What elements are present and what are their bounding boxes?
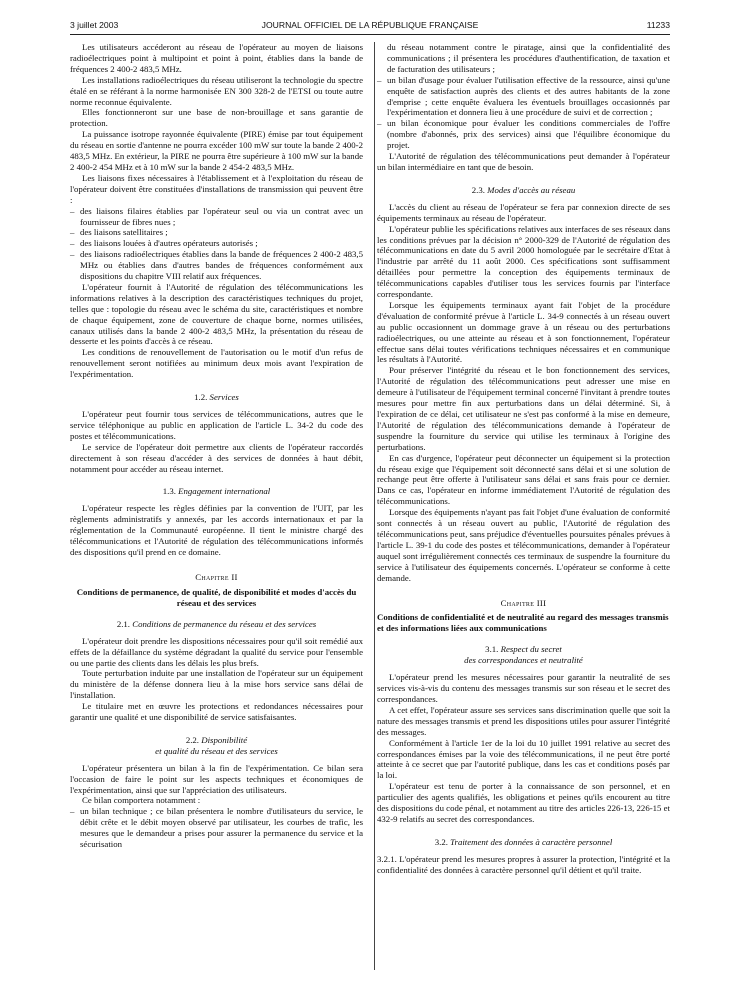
paragraph: 3.2.1. L'opérateur prend les mesures propres à assurer la protection, l'intégrité et la confidentialité des données à caractère personnel qu'il détient et qu'il traite. <box>377 853 670 875</box>
left-column <box>70 42 363 850</box>
header-journal-title: JOURNAL OFFICIEL DE LA RÉPUBLIQUE FRANÇAISE <box>261 20 479 30</box>
section-heading-2-1 <box>70 619 363 630</box>
header-page-number: 11233 <box>646 20 670 30</box>
list-item: – des liaisons filaires établies par l'opérateur seul ou via un contrat avec un fournisseur de fibres nues ; <box>70 206 363 228</box>
chapter-title: Conditions de confidentialité et de neutralité au regard des messages transmis et des informations liées aux communications <box>377 612 669 634</box>
section-heading-2-2 <box>70 735 363 757</box>
section-heading-3-2 <box>377 837 670 848</box>
paragraph: Les conditions de renouvellement de l'autorisation ou le motif d'un refus de renouvellement seront notifiées au minimum deux mois avant l'expiration de l'expérimentation. <box>70 347 363 380</box>
paragraph: Lorsque les équipements terminaux ayant fait l'objet de la procédure d'évaluation de conformité prévue à l'article L. 34-9 connectés à un réseau ouvert au public occasionnent un dommage grave à un réseau ou des perturbations radioélectriques, ou une atteinte au réseau et à son fonctionnement, l'opérateur effectue sans délai toutes vérifications techniques nécessaires et en communique les résultats à l'Autorité. <box>377 299 670 365</box>
header-rule <box>70 34 670 35</box>
list-item-continuation: du réseau notamment contre le piratage, ainsi que la confidentialité des communications ; il présentera les procédures d'authentification, de taxation et de facturation des utilisateurs ; <box>387 42 670 74</box>
paragraph: L'opérateur prend les mesures nécessaires pour garantir la neutralité de ses services vis-à-vis du contenu des messages transmis sur son réseau et le secret des correspondances. <box>377 672 670 705</box>
paragraph: Les utilisateurs accéderont au réseau de l'opérateur au moyen de liaisons radioélectriques point à multipoint et point à point, établies dans la bande de fréquences 2 400-2 483,5 MHz. <box>70 42 363 74</box>
paragraph: L'opérateur publie les spécifications relatives aux interfaces de ses réseaux dans les conditions prévues par la décision n° 2000-329 de l'Autorité de régulation des télécommunications en date du 5 avril 2000 homologuée par le secrétaire d'Etat à l'industrie par arrêté du 11 août 2000. Ces spécifications sont suffisamment détaillées pour permettre la conception des équipements terminaux de télécommunications capables d'utiliser tous les services fournis par l'interface correspondante. <box>377 223 671 300</box>
section-number: 3.1. <box>485 644 499 655</box>
paragraph: La puissance isotrope rayonnée équivalente (PIRE) émise par tout équipement du réseau en sortie d'antenne ne pourra excéder 100 mW sur toute la bande 2 400-2 483,5 MHz. En extérieur, la PIRE ne pourra être supérieure à 100 mW sur la bande 2 400-2 454 MHz et à 10 mW sur la bande 2 454-2 483,5 MHz. <box>70 129 363 172</box>
paragraph: A cet effet, l'opérateur assure ses services sans discrimination quelle que soit la nature des messages transmis et prend les dispositions utiles pour assurer l'intégrité des messages. <box>377 704 670 737</box>
transmission-list <box>70 206 363 282</box>
header-date: 3 juillet 2003 <box>70 20 119 30</box>
paragraph: L'Autorité de régulation des télécommunications peut demander à l'opérateur un bilan intermédiaire en tant que de besoin. <box>377 151 670 172</box>
paragraph: Les liaisons fixes nécessaires à l'établissement et à l'exploitation du réseau de l'opérateur doivent être constituées d'installations de transmission qui peuvent être : <box>70 172 363 205</box>
paragraph: Pour préserver l'intégrité du réseau et le bon fonctionnement des services, l'Autorité de régulation des télécommunications peut adresser une mise en demeure à l'utilisateur de l'équipement terminal concerné l'invitant à prendre toutes mesures pour mettre fin aux perturbations dans un délai déterminé. Si, à l'expiration de ce délai, cet utilisateur ne s'est pas conformé à la mise en demeure, l'Autorité de régulation des télécommunications demande à l'opérateur de suspendre la fourniture du service qui utilise les terminaux à l'origine des perturbations. <box>377 365 670 452</box>
section-title-line-2: des correspondances et neutralité <box>464 655 583 666</box>
paragraph: L'opérateur doit prendre les dispositions nécessaires pour qu'il soit remédié aux effets de la défaillance du système dégradant la qualité du service pour l'ensemble ou une partie des clients dans les délais les plus brefs. <box>70 635 363 668</box>
section-number: 1.2. <box>194 392 208 403</box>
chapter-label: Chapitre II <box>195 571 238 582</box>
section-number: 2.2. <box>185 734 200 745</box>
section-heading-1-2 <box>70 392 363 403</box>
paragraph: En cas d'urgence, l'opérateur peut déconnecter un équipement si la protection du réseau exige que l'équipement soit déconnecté sans délai et si une solution de rechange peut être offerte à l'utilisateur sans délai et sans frais pour ce dernier. Dans ce cas, l'opérateur en informe immédiatement l'Autorité de régulation des télécommunications. <box>377 452 670 507</box>
paragraph: Les installations radioélectriques du réseau utiliseront la technologie du spectre étalé en se référant à la norme harmonisée EN 300 328-2 de l'ETSI ou toute autre norme reconnue équivalente. <box>70 74 363 107</box>
bilan-list <box>70 806 363 850</box>
page-header <box>70 18 670 34</box>
paragraph: Elles fonctionneront sur une base de non-brouillage et sans garantie de protection. <box>70 107 363 129</box>
section-title: Conditions de permanence du réseau et des services <box>132 618 317 629</box>
paragraph: L'opérateur présentera un bilan à la fin de l'expérimentation. Ce bilan sera l'occasion de faire le point sur les aspects techniques et économiques de l'expérimentation, ainsi que sur l'appréciation des utilisateurs. <box>70 762 363 795</box>
paragraph: Ce bilan comportera notamment : <box>82 795 201 806</box>
section-title: Services <box>209 392 239 403</box>
chapter-label: Chapitre III <box>500 597 547 608</box>
paragraph: L'opérateur fournit à l'Autorité de régulation des télécommunications les informations relatives à la description des caractéristiques techniques du projet, telles que : topologie du réseau avec le schéma du site, caractéristiques et nombre de chaque équipement, zone de couverture de chaque borne, normes utilisées, canaux utilisés dans la bande 2 400-2 483,5 MHz, la présentation du réseau de desserte et les points d'accès à ce réseau. <box>70 281 363 347</box>
section-title-line-2: et qualité du réseau et des services <box>155 745 278 756</box>
paragraph: L'opérateur est tenu de porter à la connaissance de son personnel, et en particulier des agents qualifiés, les obligations et peines qu'ils encourent au titre des dispositions du code pénal, et notamment au titre des articles 226-13, 226-15 et 432-9 relatifs au secret des correspondances. <box>377 781 670 824</box>
paragraph: L'accès du client au réseau de l'opérateur se fera par connexion directe de ses équipements terminaux au réseau de l'opérateur. <box>377 201 670 223</box>
paragraph: Conformément à l'article 1er de la loi du 10 juillet 1991 relative au secret des correspondances émises par la voie des télécommunications, il ne peut être porté atteinte à ce secret que par l'autorité publique, dans les cas et conditions posés par la loi. <box>377 737 670 781</box>
section-heading-2-3 <box>377 185 670 196</box>
section-number: 2.1. <box>116 618 131 629</box>
section-title: Disponibilité <box>201 734 248 745</box>
section-title: Modes d'accès au réseau <box>487 184 576 195</box>
paragraph: Lorsque des équipements n'ayant pas fait l'objet d'une évaluation de conformité sont connectés à un réseau ouvert au public, l'Autorité de régulation des télécommunications peut, sans préjudice d'éventuelles poursuites pénales prévues à l'article L. 39-1 du code des postes et télécommunications, demander à l'opérateur auquel sont irrégulièrement connectés ces terminaux de suspendre la fourniture du service à l'utilisateur des équipements concernés. L'opérateur se conforme à cette demande. <box>377 507 671 583</box>
list-item: – un bilan technique ; ce bilan présentera le nombre d'utilisateurs du service, le débit crête et le débit moyen observé par utilisateur, les courbes de trafic, les mesures que le demandeur a prises pour assurer la permanence du service et la sécurisation <box>70 806 363 850</box>
list-item: – un bilan d'usage pour évaluer l'utilisation effective de la ressource, ainsi qu'une enquête de satisfaction auprès des clients et des autres habitants de la zone d'emprise ; cette enquête évaluera les éventuels brouillages occasionnés par l'expérimentation et donnera lieu à une procédure de suivi et de correction ; <box>377 75 670 119</box>
section-title: Traitement des données à caractère personnel <box>450 836 613 847</box>
right-column <box>377 42 670 876</box>
list-item: – des liaisons satellitaires ; <box>70 227 363 238</box>
paragraph: L'opérateur peut fournir tous services de télécommunications, autres que le service téléphonique au public en application de l'article L. 34-2 du code des postes et télécommunications. <box>70 409 363 441</box>
section-title: Respect du secret <box>500 644 562 655</box>
paragraph: Toute perturbation induite par une installation de l'opérateur sur un équipement du ministère de la défense donnera lieu à la mise hors service sans délai de l'installation. <box>70 668 363 701</box>
list-item: – des liaisons radioélectriques établies dans la bande de fréquences 2 400-2 483,5 MHz ou établies dans d'autres bandes de fréquences conformément aux dispositions du chapitre VIII relatif aux fréquences. <box>70 249 363 282</box>
list-item: – des liaisons louées à d'autres opérateurs autorisés ; <box>70 238 363 249</box>
section-heading-3-1 <box>377 644 670 666</box>
chapter-title: Conditions de permanence, de qualité, de disponibilité et modes d'accès du réseau et des services <box>76 586 357 608</box>
list-item: – un bilan économique pour évaluer les conditions commerciales de l'offre (nombre d'abonnés, prix des services) ainsi que l'équilibre économique du projet. <box>377 118 670 151</box>
section-heading-1-3 <box>70 486 363 497</box>
bilan-list-continued <box>377 75 670 151</box>
paragraph: Le service de l'opérateur doit permettre aux clients de l'opérateur raccordés directement à son réseau d'accéder à des services de données à haut débit, notamment pour accéder au réseau internet. <box>70 441 363 474</box>
column-divider <box>374 42 375 970</box>
paragraph: L'opérateur respecte les règles définies par la convention de l'UIT, par les règlements administratifs y annexés, par les accords internationaux et par la réglementation de la Communauté européenne. Il tient le ministre chargé des télécommunications et l'Autorité de régulation des télécommunications informés des dispositions qu'il prend en ce domaine. <box>70 503 363 557</box>
section-title: Engagement international <box>178 486 271 497</box>
section-number: 2.3. <box>471 184 485 195</box>
paragraph: Le titulaire met en œuvre les protections et redondances nécessaires pour garantir une qualité et une disponibilité de service satisfaisantes. <box>70 701 363 723</box>
section-number: 1.3. <box>162 486 176 497</box>
section-number: 3.2. <box>434 836 448 847</box>
